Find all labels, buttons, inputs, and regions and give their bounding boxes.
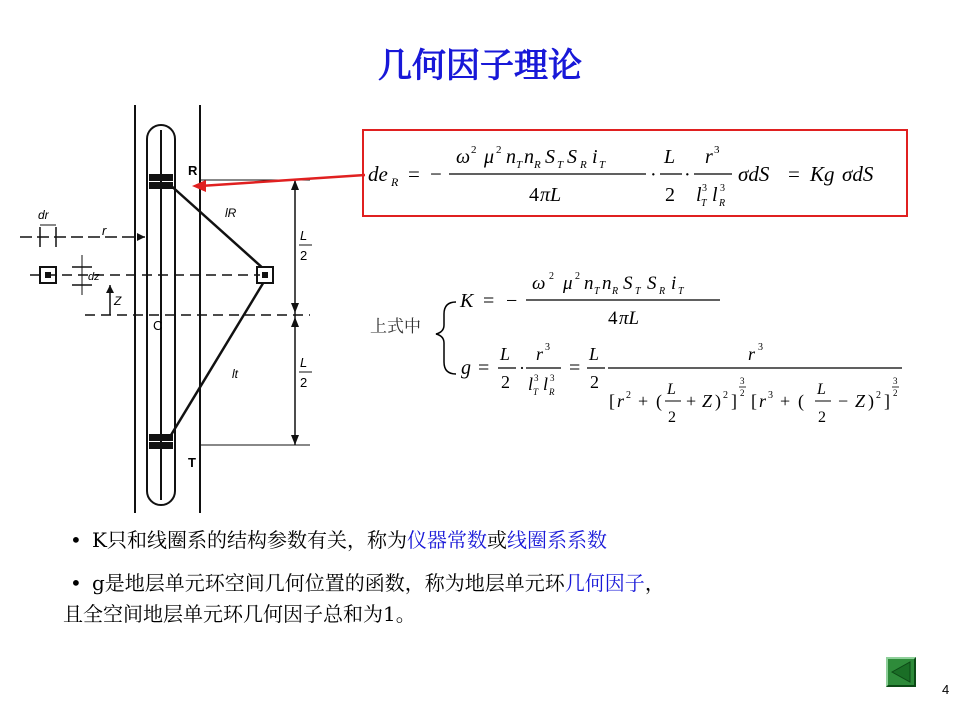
svg-text:r: r	[536, 344, 544, 364]
label-2-lower: 2	[300, 375, 308, 390]
svg-text:r: r	[617, 391, 625, 411]
svg-text:): )	[868, 391, 874, 411]
svg-text:T: T	[635, 286, 641, 297]
svg-text:(: (	[656, 391, 662, 411]
svg-text:3: 3	[534, 373, 539, 383]
svg-text:2: 2	[665, 184, 675, 206]
svg-text:R: R	[534, 159, 541, 171]
slide-title: 几何因子理论	[378, 46, 582, 86]
label-R: R	[188, 163, 198, 178]
svg-text:]: ]	[884, 391, 890, 411]
svg-text:i: i	[671, 273, 677, 294]
svg-text:R: R	[612, 286, 619, 297]
svg-text:−: −	[430, 162, 442, 186]
coil-system-diagram	[10, 95, 340, 515]
svg-text:πL: πL	[619, 308, 640, 329]
svg-text:μ: μ	[563, 273, 573, 294]
svg-text:·: ·	[650, 164, 657, 186]
svg-text:3: 3	[545, 342, 550, 353]
formula1-render	[364, 131, 906, 215]
svg-text:L: L	[500, 344, 511, 364]
svg-text:2: 2	[496, 144, 502, 156]
svg-text:2: 2	[740, 388, 745, 398]
svg-text:l: l	[543, 374, 549, 394]
label-lR: lR	[225, 206, 237, 220]
svg-text:3: 3	[768, 390, 773, 401]
bullet-1-highlight-instrument-constant: 仪器常数	[406, 528, 487, 552]
bullet-list	[63, 525, 930, 642]
svg-text:3: 3	[758, 342, 763, 353]
label-Z: Z	[114, 294, 122, 308]
svg-text:2: 2	[626, 390, 631, 401]
svg-text:2: 2	[668, 409, 676, 426]
svg-text:T: T	[557, 159, 564, 171]
svg-text:r: r	[748, 344, 756, 364]
svg-text:2: 2	[590, 372, 599, 392]
svg-text:2: 2	[723, 390, 728, 401]
svg-text:=: =	[478, 357, 490, 379]
svg-text:S: S	[567, 146, 577, 168]
svg-text:r: r	[705, 146, 713, 168]
label-dz: dz	[88, 271, 100, 283]
svg-text:2: 2	[893, 388, 898, 398]
label-L-lower: L	[300, 355, 308, 370]
svg-text:l: l	[696, 184, 702, 206]
label-2-upper: 2	[300, 248, 308, 263]
formula2	[368, 262, 908, 432]
svg-text:T: T	[701, 198, 707, 209]
svg-text:Z: Z	[855, 391, 866, 411]
svg-text:2: 2	[501, 372, 510, 392]
bullet-2-second-line: 且全空间地层单元环几何因子总和为1。	[63, 602, 416, 626]
svg-text:n: n	[584, 273, 594, 294]
svg-text:μ: μ	[484, 146, 495, 168]
bullet-item-2	[63, 568, 930, 630]
svg-text:R: R	[580, 159, 587, 171]
intro-label: 上式中	[370, 317, 421, 337]
svg-text:T: T	[599, 159, 606, 171]
label-r: r	[102, 223, 107, 238]
svg-text:L: L	[664, 146, 676, 168]
svg-text:i: i	[592, 146, 598, 168]
svg-text:n: n	[602, 273, 612, 294]
svg-text:3: 3	[702, 183, 707, 194]
svg-text:T: T	[533, 387, 539, 397]
svg-text:S: S	[647, 273, 657, 294]
label-lt: lt	[232, 367, 238, 381]
label-L-upper: L	[300, 228, 308, 243]
svg-text:−: −	[506, 290, 518, 312]
svg-text:de: de	[368, 162, 388, 186]
svg-text:l: l	[712, 184, 718, 206]
back-nav-button[interactable]	[886, 657, 916, 687]
bullet-dot: •	[70, 528, 82, 552]
svg-text:K: K	[460, 290, 474, 312]
pointer-arrow	[190, 170, 370, 194]
bullet-1-highlight-coil-coefficient: 线圈系系数	[506, 528, 607, 552]
svg-text:=: =	[408, 162, 420, 186]
triangle-left-icon	[888, 659, 914, 685]
bullet-item-1	[70, 525, 930, 556]
svg-text:R: R	[549, 387, 555, 397]
svg-text:L: L	[589, 344, 600, 364]
svg-text:T: T	[678, 286, 684, 297]
svg-text:]: ]	[731, 391, 737, 411]
svg-text:l: l	[528, 374, 534, 394]
svg-text:S: S	[545, 146, 555, 168]
svg-text:ω: ω	[456, 146, 471, 168]
svg-text:[: [	[751, 391, 757, 411]
label-dr: dr	[38, 208, 49, 222]
svg-text:L: L	[667, 381, 676, 398]
svg-text:·: ·	[519, 358, 525, 378]
svg-text:Kg: Kg	[810, 162, 835, 186]
svg-text:4: 4	[608, 308, 618, 329]
svg-text:2: 2	[549, 271, 554, 282]
svg-text:πL: πL	[540, 184, 562, 206]
label-C: C	[153, 318, 163, 333]
svg-text:3: 3	[550, 373, 555, 383]
svg-text:+: +	[780, 391, 791, 411]
label-T: T	[188, 455, 196, 470]
svg-text:2: 2	[575, 271, 580, 282]
formula-box	[362, 129, 908, 217]
svg-text:−: −	[838, 391, 849, 411]
svg-text:n: n	[506, 146, 516, 168]
svg-text:+: +	[686, 391, 697, 411]
svg-text:σdS: σdS	[738, 162, 770, 186]
svg-text:2: 2	[471, 144, 477, 156]
svg-text:(: (	[798, 391, 804, 411]
svg-text:=: =	[569, 357, 581, 379]
svg-text:3: 3	[720, 183, 725, 194]
svg-text:S: S	[623, 273, 633, 294]
svg-text:R: R	[659, 286, 666, 297]
svg-text:r: r	[759, 391, 767, 411]
svg-text:·: ·	[684, 164, 691, 186]
svg-text:n: n	[524, 146, 534, 168]
bullet-1-text: K只和线圈系的结构参数有关，称为	[92, 528, 407, 552]
svg-text:L: L	[817, 381, 826, 398]
bullet-1-conjunction: 或	[486, 528, 507, 552]
svg-text:R: R	[719, 198, 726, 209]
svg-text:3: 3	[893, 376, 898, 386]
svg-text:T: T	[516, 159, 523, 171]
svg-text:[: [	[609, 391, 615, 411]
svg-text:=: =	[483, 290, 495, 312]
svg-text:g: g	[461, 357, 471, 379]
page-number: 4	[942, 682, 950, 697]
bullet-dot: •	[70, 571, 82, 595]
svg-text:σdS: σdS	[842, 162, 874, 186]
svg-text:+: +	[638, 391, 649, 411]
bullet-2-comma: ，	[644, 571, 665, 595]
bullet-2-text: g是地层单元环空间几何位置的函数，称为地层单元环	[92, 571, 565, 595]
svg-text:T: T	[594, 286, 600, 297]
svg-text:): )	[715, 391, 721, 411]
svg-text:2: 2	[818, 409, 826, 426]
svg-text:ω: ω	[532, 273, 546, 294]
svg-text:4: 4	[529, 184, 539, 206]
svg-text:3: 3	[740, 376, 745, 386]
bullet-2-highlight-geometric-factor: 几何因子	[564, 571, 645, 595]
formula2-render	[368, 262, 908, 432]
svg-text:3: 3	[714, 144, 720, 156]
svg-text:2: 2	[876, 390, 881, 401]
svg-text:=: =	[788, 162, 800, 186]
svg-text:R: R	[391, 175, 399, 189]
svg-text:Z: Z	[702, 391, 713, 411]
